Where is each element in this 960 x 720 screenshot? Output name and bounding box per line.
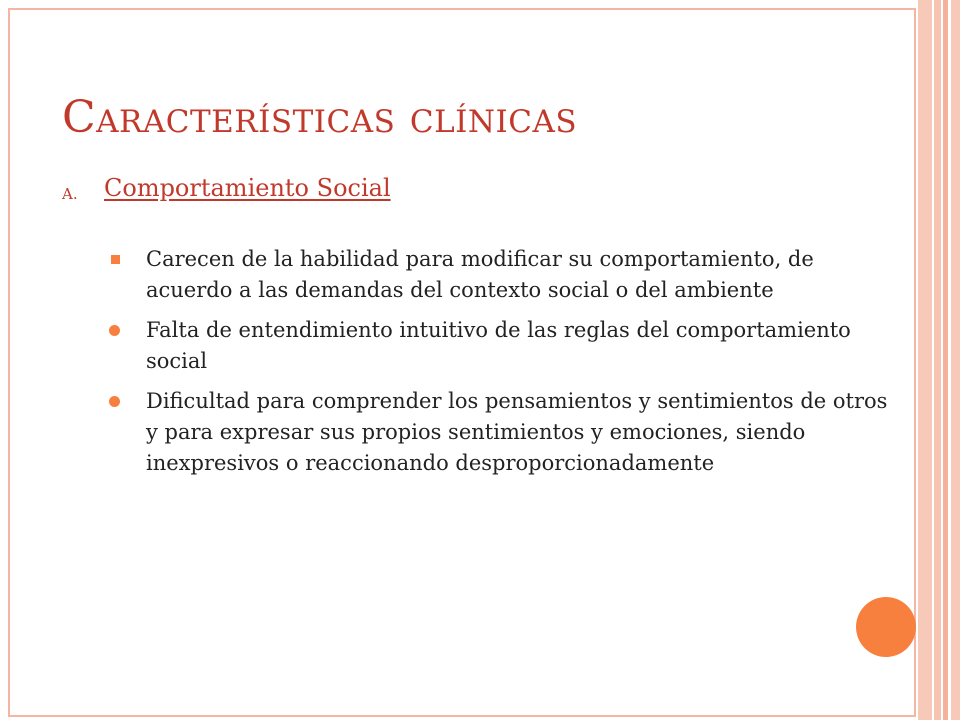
list-item <box>106 315 896 377</box>
list-item-text: Dificultad para comprender los pensamientos y sentimientos de otros y para expresar sus propios sentimientos y emociones, siendo inexpresivos o reaccionando desproporcionadamente <box>146 389 888 475</box>
decorative-circle <box>856 597 916 657</box>
bullet-list <box>106 244 896 488</box>
dot-bullet-icon <box>109 396 120 407</box>
stripe <box>934 0 941 720</box>
list-item <box>106 386 896 479</box>
section-marker: A. <box>62 185 78 203</box>
list-item-text: Falta de entendimiento intuitivo de las reglas del comportamiento social <box>146 318 851 373</box>
section-label: Comportamiento Social <box>104 174 391 202</box>
list-item-text: Carecen de la habilidad para modificar su comportamiento, de acuerdo a las demandas del contexto social o del ambiente <box>146 247 814 302</box>
stripe <box>951 0 960 720</box>
stripe <box>918 0 932 720</box>
decorative-stripes <box>918 0 960 720</box>
list-item <box>106 244 896 306</box>
slide-title: Características clínicas <box>62 92 578 143</box>
square-bullet-icon <box>111 255 120 264</box>
dot-bullet-icon <box>109 325 120 336</box>
